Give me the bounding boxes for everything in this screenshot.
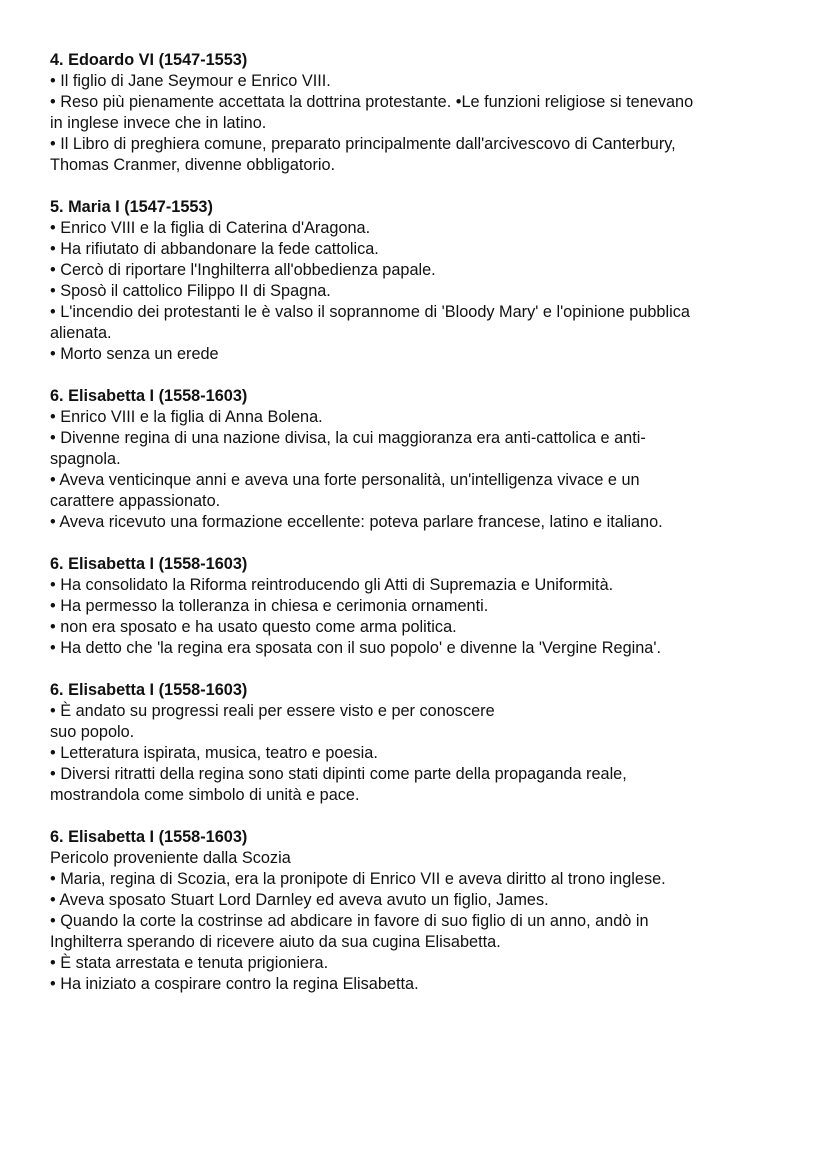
section-elisabetta-i-2	[50, 554, 790, 659]
section-line: mostrandola come simbolo di unità e pace.	[50, 786, 360, 804]
section-title: 6. Elisabetta I (1558-1603)	[50, 828, 248, 846]
section-line: • Ha consolidato la Riforma reintroducendo gli Atti di Supremazia e Uniformità.	[50, 576, 614, 594]
section-elisabetta-i-1	[50, 386, 790, 533]
section-title: 4. Edoardo VI (1547-1553)	[50, 51, 248, 69]
section-title: 6. Elisabetta I (1558-1603)	[50, 555, 248, 573]
section-line: • Aveva sposato Stuart Lord Darnley ed aveva avuto un figlio, James.	[50, 891, 549, 909]
section-line: spagnola.	[50, 450, 121, 468]
section-line: • È andato su progressi reali per essere visto e per conoscere	[50, 702, 495, 720]
section-edoardo-vi	[50, 50, 790, 176]
section-line: • Cercò di riportare l'Inghilterra all'obbedienza papale.	[50, 261, 436, 279]
section-line: • Ha detto che 'la regina era sposata con il suo popolo' e divenne la 'Vergine Regina'.	[50, 639, 661, 657]
section-line: alienata.	[50, 324, 112, 342]
section-line: • non era sposato e ha usato questo come arma politica.	[50, 618, 457, 636]
section-line: • Enrico VIII e la figlia di Anna Bolena.	[50, 408, 323, 426]
section-line: • Maria, regina di Scozia, era la pronipote di Enrico VII e aveva diritto al trono inglese.	[50, 870, 666, 888]
section-line: • Ha rifiutato di abbandonare la fede cattolica.	[50, 240, 379, 258]
section-line: • L'incendio dei protestanti le è valso il soprannome di 'Bloody Mary' e l'opinione pubblica	[50, 303, 690, 321]
section-line: • Ha iniziato a cospirare contro la regina Elisabetta.	[50, 975, 419, 993]
section-line: • Quando la corte la costrinse ad abdicare in favore di suo figlio di un anno, andò in	[50, 912, 649, 930]
section-line: carattere appassionato.	[50, 492, 221, 510]
section-line: in inglese invece che in latino.	[50, 114, 267, 132]
section-title: 6. Elisabetta I (1558-1603)	[50, 681, 248, 699]
section-line: • Divenne regina di una nazione divisa, la cui maggioranza era anti-cattolica e anti-	[50, 429, 646, 447]
document-page	[50, 50, 790, 1016]
section-line: • Sposò il cattolico Filippo II di Spagna.	[50, 282, 331, 300]
section-line: • Letteratura ispirata, musica, teatro e poesia.	[50, 744, 378, 762]
section-line: • Morto senza un erede	[50, 345, 219, 363]
section-maria-i	[50, 197, 790, 365]
section-title: 5. Maria I (1547-1553)	[50, 198, 213, 216]
section-line: suo popolo.	[50, 723, 135, 741]
section-elisabetta-i-3	[50, 680, 790, 806]
section-line: • Aveva ricevuto una formazione eccellente: poteva parlare francese, latino e italiano.	[50, 513, 663, 531]
section-line: • Aveva venticinque anni e aveva una forte personalità, un'intelligenza vivace e un	[50, 471, 640, 489]
section-line: • È stata arrestata e tenuta prigioniera.	[50, 954, 329, 972]
section-line: • Il figlio di Jane Seymour e Enrico VIII.	[50, 72, 331, 90]
section-line: Thomas Cranmer, divenne obbligatorio.	[50, 156, 336, 174]
section-line: Pericolo proveniente dalla Scozia	[50, 849, 291, 867]
section-title: 6. Elisabetta I (1558-1603)	[50, 387, 248, 405]
section-line: • Il Libro di preghiera comune, preparato principalmente dall'arcivescovo di Canterbury,	[50, 135, 676, 153]
section-elisabetta-i-4	[50, 827, 790, 995]
section-line: • Enrico VIII e la figlia di Caterina d'Aragona.	[50, 219, 371, 237]
section-line: • Diversi ritratti della regina sono stati dipinti come parte della propaganda reale,	[50, 765, 627, 783]
section-line: Inghilterra sperando di ricevere aiuto da sua cugina Elisabetta.	[50, 933, 501, 951]
section-line: • Reso più pienamente accettata la dottrina protestante. •Le funzioni religiose si tenevano	[50, 93, 694, 111]
section-line: • Ha permesso la tolleranza in chiesa e cerimonia ornamenti.	[50, 597, 489, 615]
